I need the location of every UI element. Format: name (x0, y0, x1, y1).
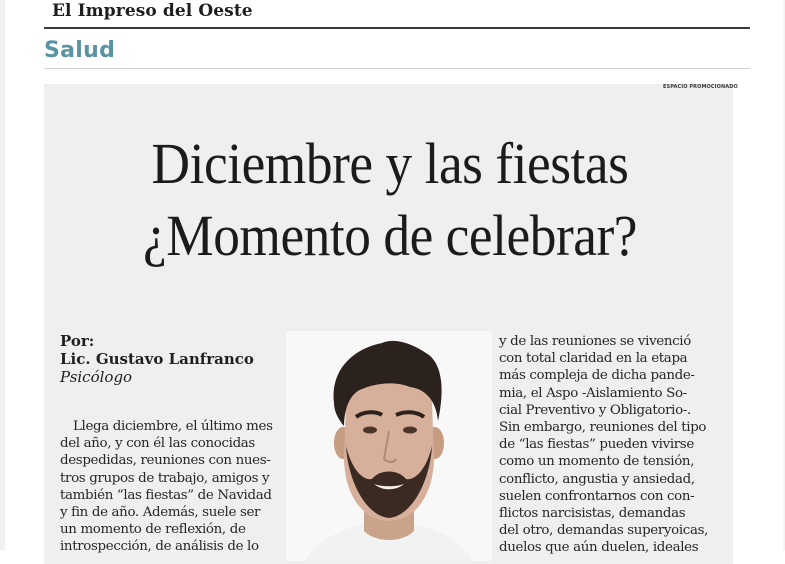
text-line: duelos que aún duelen, ideales (499, 540, 699, 556)
byline-prefix: Por: (60, 332, 95, 350)
text-line: despedidas, reuniones con nues- (60, 453, 271, 469)
text-line: más compleja de dicha pande- (499, 368, 695, 384)
author-photo (286, 331, 492, 561)
headline-line-1: Diciembre y las fiestas (151, 131, 629, 196)
text-line: mia, el Aspo -Aislamiento So- (499, 385, 687, 401)
text-line: introspección, de análisis de lo (60, 539, 259, 555)
page-margin-left (0, 0, 5, 550)
text-line: suelen confrontarnos con con- (499, 488, 695, 504)
section-title: Salud (44, 38, 116, 63)
masthead-title: El Impreso del Oeste (52, 1, 253, 21)
article-column-right (499, 333, 719, 557)
text-line: como un momento de tensión, (499, 454, 695, 470)
text-line: con total claridad en la etapa (499, 351, 688, 367)
article-headline (86, 128, 693, 272)
text-line: Sin embargo, reuniones del tipo (499, 420, 707, 436)
text-line: del otro, demandas superyoicas, (499, 523, 709, 539)
text-line: conflicto, angustia y ansiedad, (499, 471, 695, 487)
section-divider (44, 68, 750, 69)
text-line: tros grupos de trabajo, amigos y (60, 470, 270, 486)
byline (60, 332, 254, 386)
article-column-left (60, 418, 276, 556)
text-line: un momento de reflexión, de (60, 522, 246, 538)
text-line: de “las fiestas” pueden vivirse (499, 437, 694, 453)
headline-line-2: ¿Momento de celebrar? (142, 203, 638, 268)
text-line: cial Preventivo y Obligatorio-. (499, 402, 691, 418)
masthead-divider (44, 27, 750, 29)
promo-tag: ESPACIO PROMOCIONADO (663, 84, 738, 90)
text-line: del año, y con él las conocidas (60, 436, 255, 452)
text-line: flictos narcisistas, demandas (499, 506, 686, 522)
byline-author: Lic. Gustavo Lanfranco (60, 350, 254, 368)
text-line: también “las fiestas” de Navidad (60, 487, 272, 503)
byline-role: Psicólogo (60, 368, 133, 386)
portrait-image (286, 331, 492, 561)
text-line: y de las reuniones se vivenció (499, 334, 691, 349)
text-line: Llega diciembre, el último mes (73, 419, 273, 434)
text-line: y fin de año. Además, suele ser (60, 505, 261, 521)
